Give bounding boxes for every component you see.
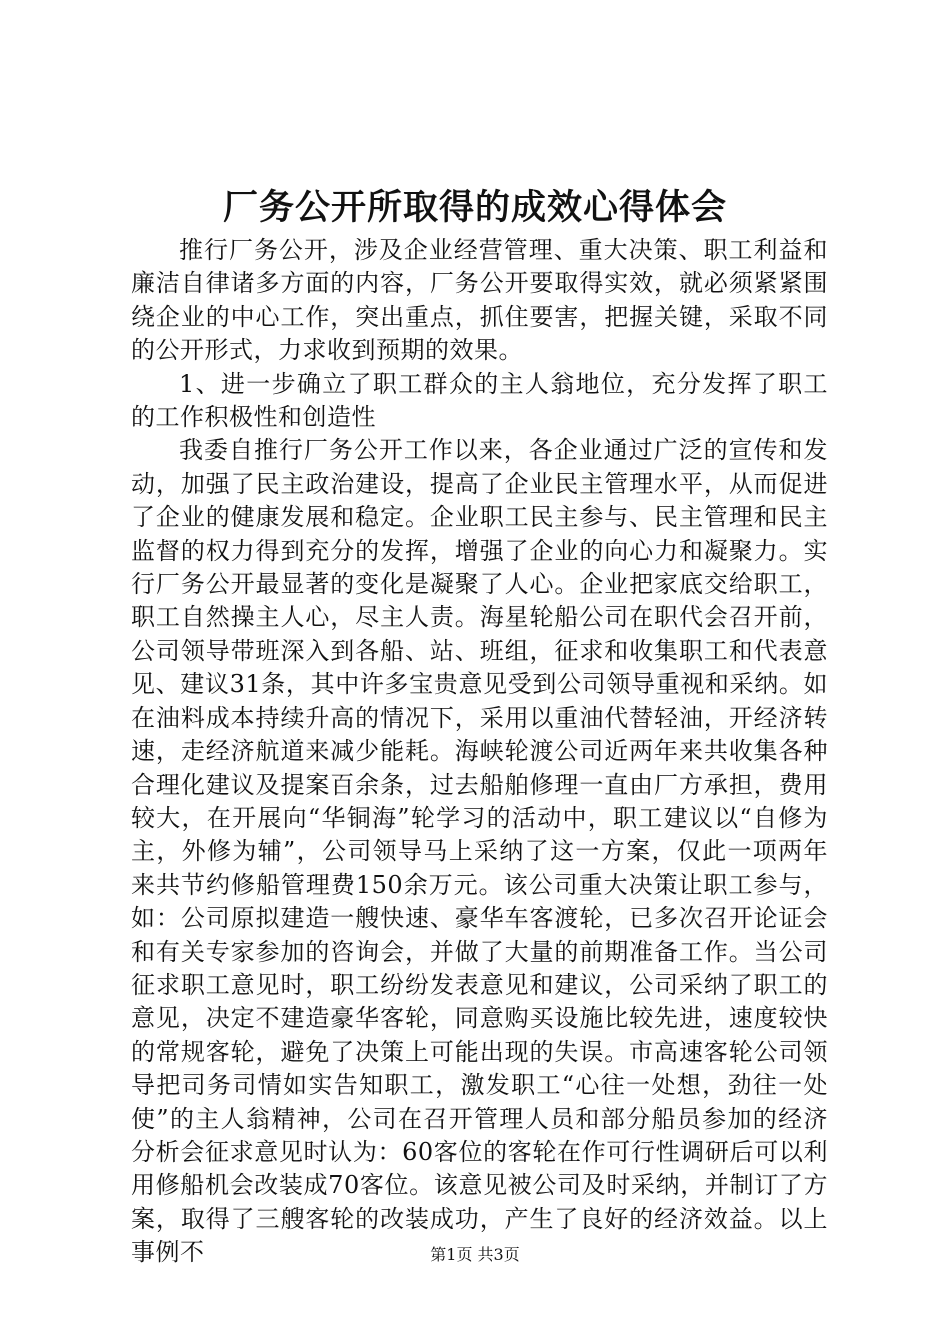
document-title: 厂务公开所取得的成效心得体会: [222, 188, 727, 228]
intro-paragraph: 推行厂务公开，涉及企业经营管理、重大决策、职工利益和廉洁自律诸多方面的内容，厂务公开要取得实效，就必须紧紧围绕企业的中心工作，突出重点，抓住要害，把握关键，采取不同的公开形式，力求收到预期的效果。: [131, 236, 828, 365]
section-heading-1: 1、进一步确立了职工群众的主人翁地位，充分发挥了职工的工作积极性和创造性: [131, 369, 828, 432]
document-body: [131, 234, 828, 1270]
page-number: 第1页 共3页: [430, 1245, 520, 1264]
body-paragraph: 我委自推行厂务公开工作以来，各企业通过广泛的宣传和发动，加强了民主政治建设，提高了企业民主管理水平，从而促进了企业的健康发展和稳定。企业职工民主参与、民主管理和民主监督的权力得到充分的发挥，增强了企业的向心力和凝聚力。实行厂务公开最显著的变化是凝聚了人心。企业把家底交给职工，职工自然操主人心，尽主人责。海星轮船公司在职代会召开前，公司领导带班深入到各船、站、班组，征求和收集职工和代表意见、建议31条，其中许多宝贵意见受到公司领导重视和采纳。如在油料成本持续升高的情况下，采用以重油代替轻油，开经济转速，走经济航道来减少能耗。海峡轮渡公司近两年来共收集各种合理化建议及提案百余条，过去船舶修理一直由厂方承担，费用较大，在开展向“华铜海”轮学习的活动中，职工建议以“自修为主，外修为辅”，公司领导马上采纳了这一方案，仅此一项两年来共节约修船管理费150余万元。该公司重大决策让职工参与，如：公司原拟建造一艘快速、豪华车客渡轮，已多次召开论证会和有关专家参加的咨询会，并做了大量的前期准备工作。当公司征求职工意见时，职工纷纷发表意见和建议，公司采纳了职工的意见，决定不建造豪华客轮，同意购买设施比较先进，速度较快的常规客轮，避免了决策上可能出现的失误。市高速客轮公司领导把司务司情如实告知职工，激发职工“心往一处想，劲往一处使”的主人翁精神，公司在召开管理人员和部分船员参加的经济分析会征求意见时认为：60客位的客轮在作可行性调研后可以利用修船机会改装成70客位。该意见被公司及时采纳，并制订了方案，取得了三艘客轮的改装成功，产生了良好的经济效益。以上事例不: [131, 436, 828, 1267]
